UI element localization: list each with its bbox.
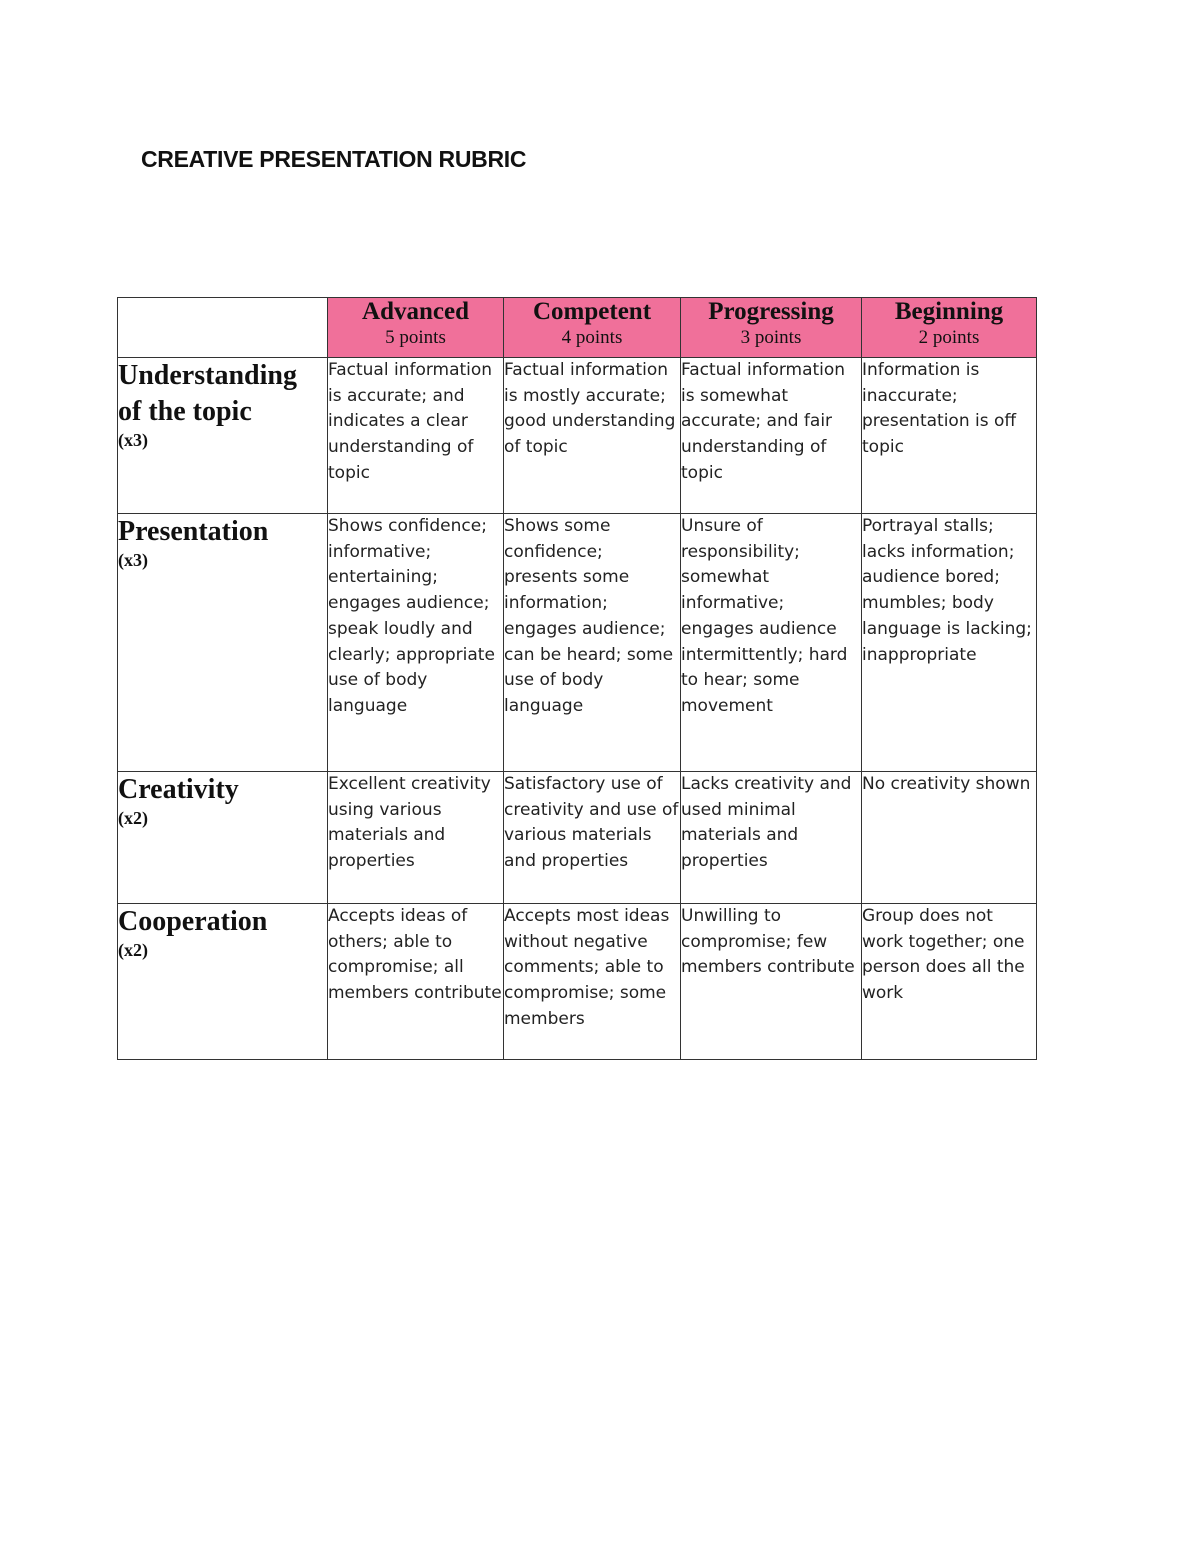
criterion-row-cooperation: [118, 904, 1037, 1060]
level-points: 3 points: [740, 327, 802, 348]
level-points: 2 points: [918, 327, 980, 348]
description-cell: Information is inaccurate; presentation is off topic: [862, 358, 1037, 514]
description-cell: Portrayal stalls; lacks information; audience bored; mumbles; body language is lacking; inappropriate: [862, 514, 1037, 772]
criterion-multiplier: (x3): [118, 430, 148, 450]
level-name: Advanced: [362, 298, 469, 325]
level-header-progressing: [681, 298, 862, 358]
criterion-cell: [118, 514, 328, 772]
header-row: [118, 298, 1037, 358]
criterion-name: Presentation: [118, 516, 269, 547]
criterion-row-presentation: [118, 514, 1037, 772]
criterion-cell: [118, 358, 328, 514]
description-cell: Factual information is accurate; and indicates a clear understanding of topic: [328, 358, 504, 514]
rubric-table: [117, 297, 1037, 1060]
criterion-name: Creativity: [118, 774, 239, 805]
criterion-name: Understanding of the topic: [118, 360, 297, 427]
description-cell: No creativity shown: [862, 772, 1037, 904]
level-header-competent: [504, 298, 681, 358]
level-points: 5 points: [385, 327, 446, 348]
description-cell: Accepts ideas of others; able to compromise; all members contribute: [328, 904, 504, 1060]
description-cell: Shows confidence; informative; entertaining; engages audience; speak loudly and clearly; appropriate use of body language: [328, 514, 504, 772]
level-name: Progressing: [708, 298, 834, 325]
header-corner-cell: [118, 298, 328, 358]
criterion-multiplier: (x2): [118, 808, 148, 828]
level-name: Beginning: [894, 298, 1004, 325]
description-cell: Factual information is mostly accurate; good understanding of topic: [504, 358, 681, 514]
criterion-cell: [118, 904, 328, 1060]
criterion-multiplier: (x3): [118, 550, 148, 570]
criterion-name: Cooperation: [118, 906, 268, 937]
criterion-row-understanding: [118, 358, 1037, 514]
level-header-beginning: [862, 298, 1037, 358]
level-header-advanced: [328, 298, 504, 358]
document-title: CREATIVE PRESENTATION RUBRIC: [141, 146, 527, 172]
description-cell: Unsure of responsibility; somewhat informative; engages audience intermittently; hard to hear; some movement: [681, 514, 862, 772]
level-name: Competent: [532, 298, 652, 325]
description-cell: Shows some confidence; presents some information; engages audience; can be heard; some use of body language: [504, 514, 681, 772]
description-cell: Factual information is somewhat accurate; and fair understanding of topic: [681, 358, 862, 514]
description-cell: Accepts most ideas without negative comments; able to compromise; some members: [504, 904, 681, 1060]
description-cell: Lacks creativity and used minimal materials and properties: [681, 772, 862, 904]
description-cell: Group does not work together; one person does all the work: [862, 904, 1037, 1060]
description-cell: Excellent creativity using various materials and properties: [328, 772, 504, 904]
criterion-cell: [118, 772, 328, 904]
criterion-row-creativity: [118, 772, 1037, 904]
description-cell: Unwilling to compromise; few members contribute: [681, 904, 862, 1060]
criterion-multiplier: (x2): [118, 940, 148, 960]
description-cell: Satisfactory use of creativity and use of various materials and properties: [504, 772, 681, 904]
level-points: 4 points: [561, 327, 623, 348]
